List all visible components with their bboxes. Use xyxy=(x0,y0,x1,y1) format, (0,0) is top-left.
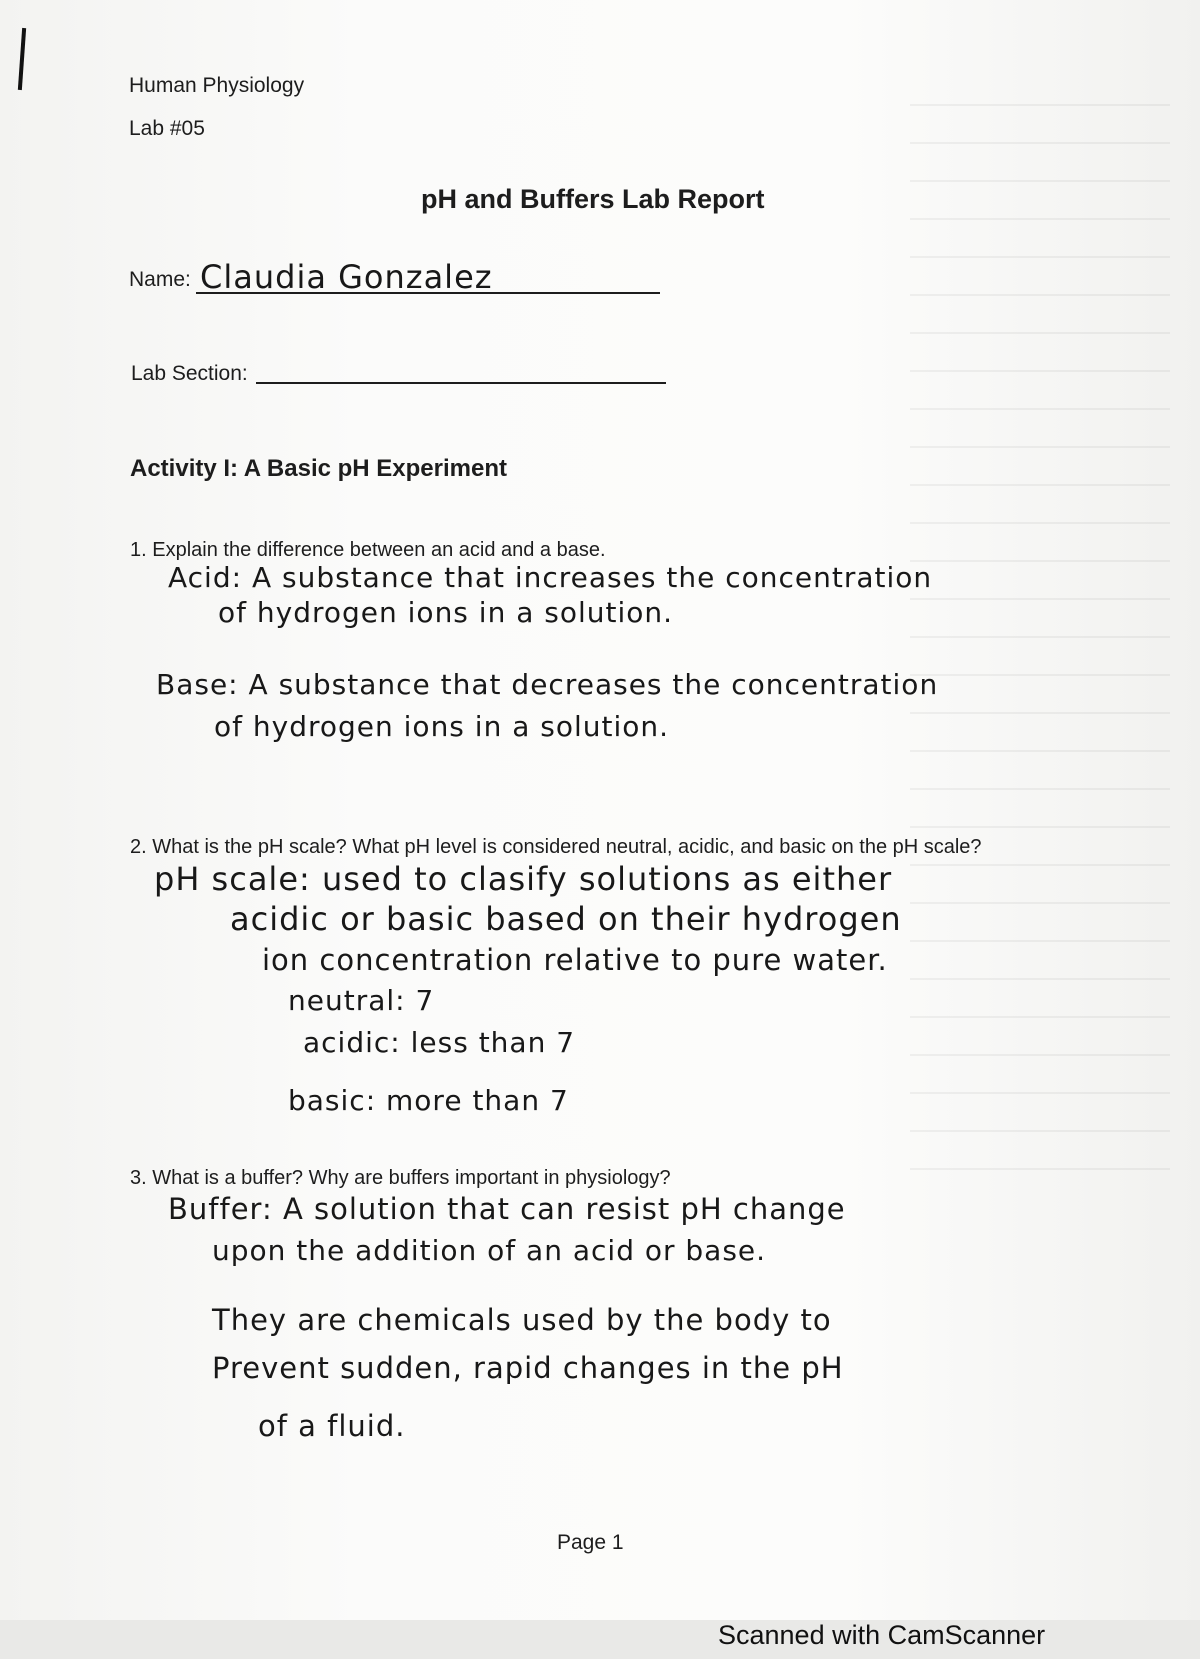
scanner-watermark: Scanned with CamScanner xyxy=(718,1620,1046,1650)
question-3-answer-line-4: Prevent sudden, rapid changes in the pH xyxy=(212,1351,844,1385)
page-title: pH and Buffers Lab Report xyxy=(421,184,765,214)
name-label: Name: xyxy=(129,268,191,291)
question-1-answer-line-3: Base: A substance that decreases the concentration xyxy=(156,668,939,701)
name-value: Claudia Gonzalez xyxy=(200,258,493,296)
scan-edge-mark xyxy=(18,28,26,90)
question-3-prompt: 3. What is a buffer? Why are buffers important in physiology? xyxy=(130,1167,671,1189)
question-3-answer-line-2: upon the addition of an acid or base. xyxy=(212,1234,767,1267)
question-3-answer-line-1: Buffer: A solution that can resist pH change xyxy=(168,1192,846,1226)
question-2-answer-line-2: acidic or basic based on their hydrogen xyxy=(230,900,902,938)
question-1-answer-line-1: Acid: A substance that increases the concentration xyxy=(168,561,933,594)
lab-section-label: Lab Section: xyxy=(131,362,248,385)
question-3-answer-line-3: They are chemicals used by the body to xyxy=(212,1303,832,1337)
question-2-answer-neutral: neutral: 7 xyxy=(288,984,435,1017)
bleed-through-shadow xyxy=(910,70,1170,1170)
question-1-prompt: 1. Explain the difference between an acid and a base. xyxy=(130,539,606,561)
question-2-prompt: 2. What is the pH scale? What pH level is considered neutral, acidic, and basic on the pH scale? xyxy=(130,836,982,858)
page-number: Page 1 xyxy=(557,1531,624,1554)
question-1-answer-line-4: of hydrogen ions in a solution. xyxy=(214,710,670,743)
question-2-answer-acidic: acidic: less than 7 xyxy=(303,1026,576,1059)
lab-section-underline xyxy=(256,382,666,384)
question-3-answer-line-5: of a fluid. xyxy=(258,1409,406,1443)
course-name: Human Physiology xyxy=(129,74,305,97)
question-2-answer-line-1: pH scale: used to clasify solutions as either xyxy=(154,860,893,898)
question-2-answer-basic: basic: more than 7 xyxy=(288,1084,569,1117)
lab-number: Lab #05 xyxy=(129,117,205,140)
question-1-answer-line-2: of hydrogen ions in a solution. xyxy=(218,596,674,629)
activity-title: Activity I: A Basic pH Experiment xyxy=(130,455,507,482)
question-2-answer-line-3: ion concentration relative to pure water. xyxy=(262,943,888,977)
